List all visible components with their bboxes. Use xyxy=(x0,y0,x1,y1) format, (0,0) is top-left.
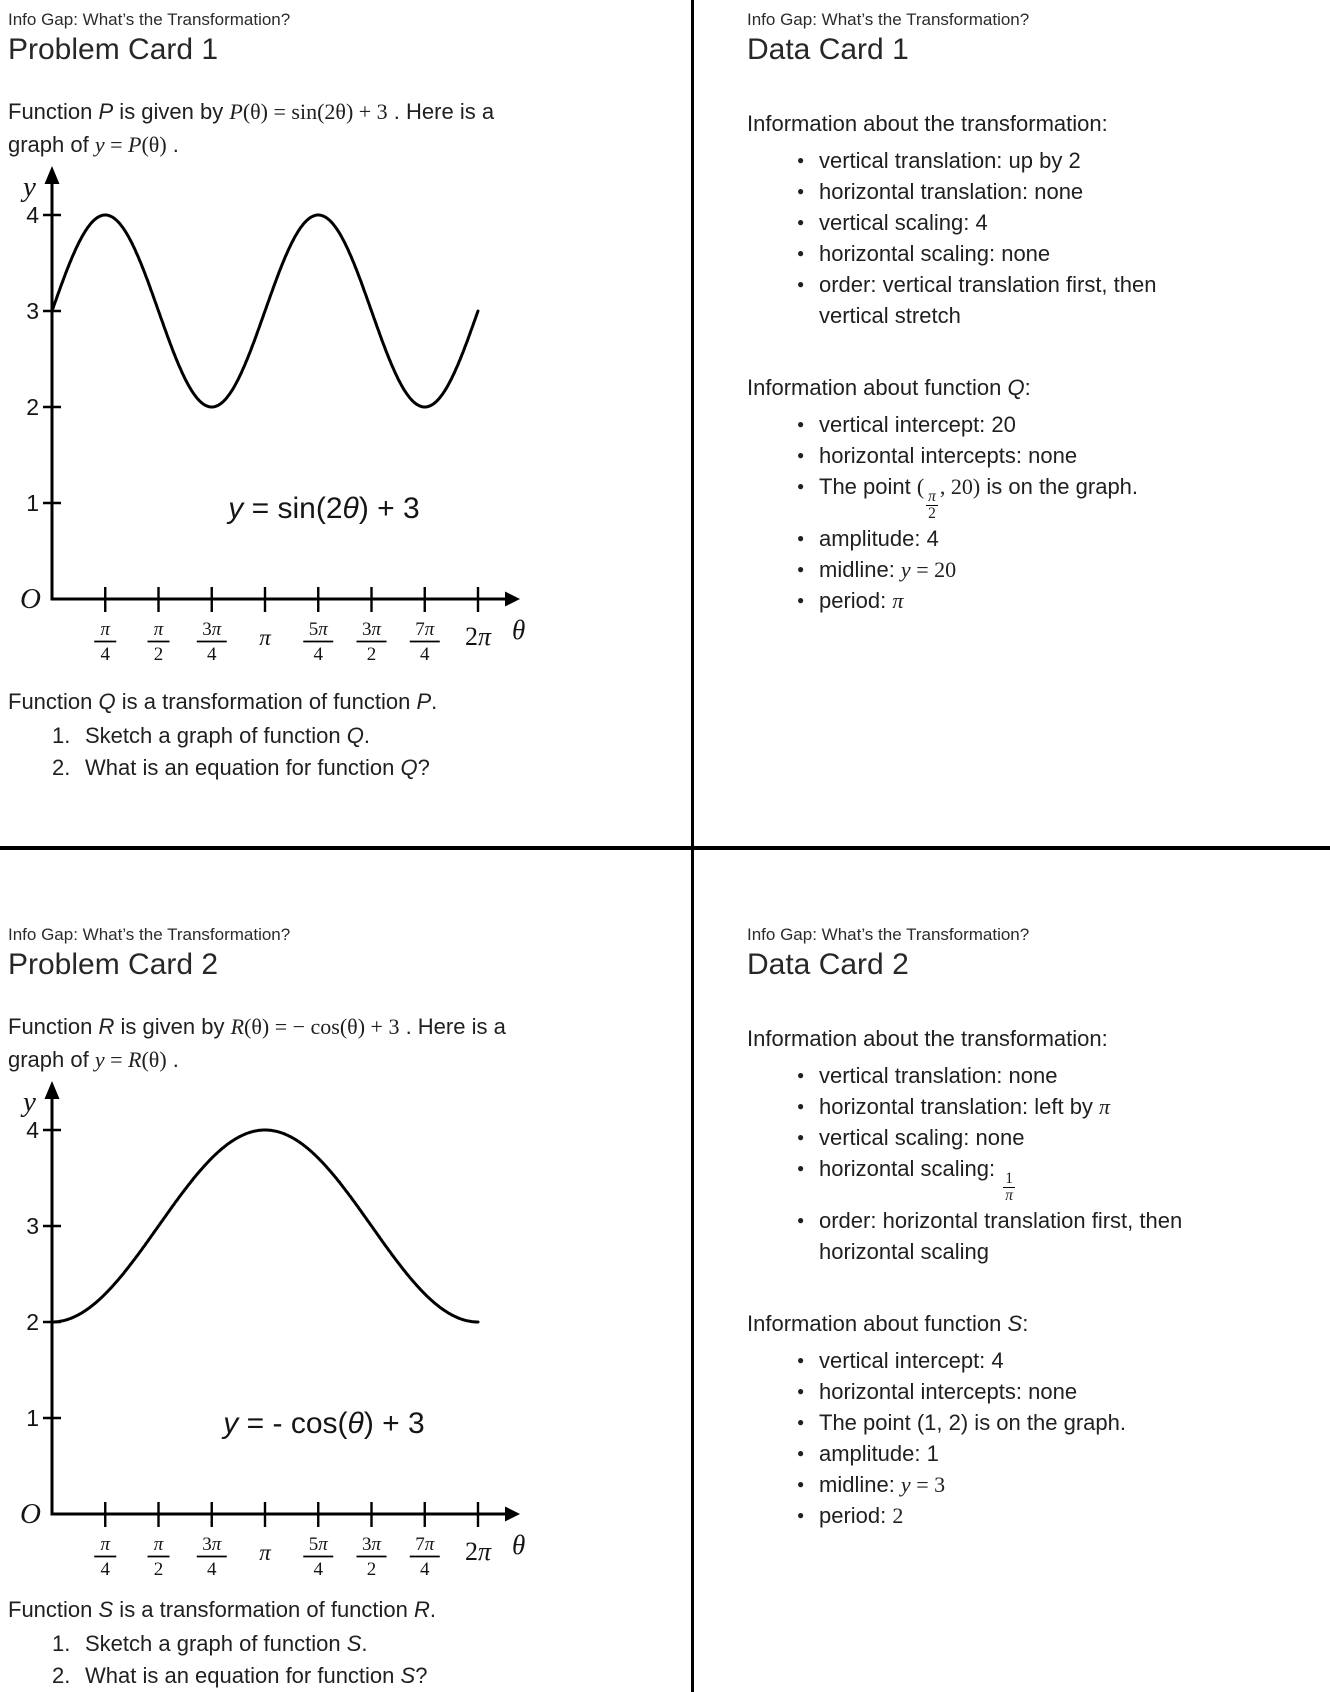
graph-sin-2theta-plus-3 xyxy=(8,158,608,673)
svg-text:π: π xyxy=(100,1534,111,1555)
svg-text:3: 3 xyxy=(26,1213,39,1239)
bullet-item: ● vertical translation: up by 2 xyxy=(747,145,1325,176)
bullet-item: ● horizontal translation: left by π xyxy=(747,1091,1325,1122)
bullet-marker: ● xyxy=(797,153,805,167)
section-heading: Information about function Q: xyxy=(747,375,1031,400)
bullet-item: ● period: 2 xyxy=(747,1500,1325,1531)
bullet-item: ● vertical intercept: 4 xyxy=(747,1345,1325,1376)
svg-text:θ: θ xyxy=(512,615,526,645)
bullet-marker: ● xyxy=(797,1507,805,1522)
bullet-item: ● period: π xyxy=(747,585,1325,616)
bullet-item: ● The point ( $\frac{\pi}{2}$ , 20) is on the graph. xyxy=(747,471,1325,523)
bullet-marker: ● xyxy=(797,1383,805,1398)
bullet-marker: ● xyxy=(797,479,805,493)
task-item: 1. Sketch a graph of function Q. xyxy=(8,720,668,752)
problem-statement: Function R is given by R(θ) = − cos(θ) + 3 . Here is a graph of y = R(θ) . xyxy=(8,1014,506,1072)
bullet-item: ● horizontal scaling: $\frac{1}{\pi}$ xyxy=(747,1153,1325,1205)
svg-text:2π: 2π xyxy=(464,1537,492,1566)
bullet-marker: ● xyxy=(797,215,805,229)
bullet-marker: ● xyxy=(797,1068,805,1082)
bullet-item: ● The point (1, 2) is on the graph. xyxy=(747,1407,1325,1438)
svg-text:1: 1 xyxy=(26,1405,39,1431)
svg-text:π: π xyxy=(100,619,111,640)
card-title: Data Card 1 xyxy=(747,33,909,66)
card-title: Problem Card 2 xyxy=(8,948,219,981)
bullet-item: ● vertical translation: none xyxy=(747,1060,1325,1091)
task-list xyxy=(8,720,668,784)
svg-text:4: 4 xyxy=(206,644,217,665)
kicker-text: Info Gap: What’s the Transformation? xyxy=(747,925,1030,944)
svg-text:2π: 2π xyxy=(464,622,492,651)
svg-text:2: 2 xyxy=(153,644,164,665)
svg-text:y = sin(2θ) + 3: y = sin(2θ) + 3 xyxy=(228,492,420,525)
svg-text:y: y xyxy=(23,171,36,203)
kicker-text: Info Gap: What’s the Transformation? xyxy=(8,10,291,29)
bullet-list xyxy=(747,1345,1325,1531)
bullet-marker: ● xyxy=(797,1161,805,1175)
svg-text:2: 2 xyxy=(26,394,39,420)
svg-text:4: 4 xyxy=(420,644,430,665)
function-s-info-section xyxy=(747,1311,1325,1531)
bullet-item: ● order: horizontal translation first, then horizontal scaling xyxy=(747,1205,1325,1267)
svg-text:5π: 5π xyxy=(308,1534,328,1555)
bullet-marker: ● xyxy=(797,246,805,260)
problem-2-questions xyxy=(8,1594,668,1692)
stacked-fraction: $\frac{\pi}{2}$ xyxy=(928,488,936,523)
bullet-marker: ● xyxy=(797,448,805,462)
svg-text:2: 2 xyxy=(153,1559,164,1580)
card-title: Problem Card 1 xyxy=(8,33,219,66)
followup-text: Function S is a transformation of function R. xyxy=(8,1597,437,1622)
problem-card-1 xyxy=(8,10,668,161)
bullet-item: ● vertical scaling: 4 xyxy=(747,207,1325,238)
svg-text:7π: 7π xyxy=(415,1534,435,1555)
bullet-marker: ● xyxy=(797,1352,805,1367)
data-card-2 xyxy=(747,925,1325,1531)
svg-text:1: 1 xyxy=(26,490,39,516)
svg-text:4: 4 xyxy=(420,1559,430,1580)
svg-text:2: 2 xyxy=(366,1559,377,1580)
bullet-marker: ● xyxy=(797,1099,805,1113)
stacked-fraction: $\frac{1}{\pi}$ xyxy=(1005,1170,1013,1205)
bullet-item: ● order: vertical translation first, then vertical stretch xyxy=(747,269,1325,331)
svg-text:4: 4 xyxy=(26,1117,39,1143)
svg-text:y = - cos(θ) + 3: y = - cos(θ) + 3 xyxy=(223,1407,425,1440)
svg-text:3π: 3π xyxy=(202,619,222,640)
task-number: 1. xyxy=(52,723,71,748)
svg-text:π: π xyxy=(259,1540,271,1565)
svg-text:4: 4 xyxy=(313,644,324,665)
svg-text:π: π xyxy=(259,625,271,650)
svg-text:O: O xyxy=(20,1498,41,1530)
transformation-info-section xyxy=(747,111,1325,331)
transformation-info-section xyxy=(747,1026,1325,1267)
followup-text: Function Q is a transformation of function P. xyxy=(8,689,438,714)
problem-card-2 xyxy=(8,925,668,1076)
bullet-marker: ● xyxy=(797,1212,805,1227)
bullet-item: ● midline: y = 20 xyxy=(747,554,1325,585)
bullet-list xyxy=(747,1060,1325,1267)
bullet-marker: ● xyxy=(797,530,805,545)
bullet-item: ● amplitude: 1 xyxy=(747,1438,1325,1469)
task-item: 2. What is an equation for function Q? xyxy=(8,752,668,784)
svg-text:O: O xyxy=(20,583,41,615)
task-item: 2. What is an equation for function S? xyxy=(8,1660,668,1692)
bullet-list xyxy=(747,409,1325,616)
svg-text:3π: 3π xyxy=(361,1534,382,1555)
function-q-info-section xyxy=(747,375,1325,616)
graph-negative-cos-theta-plus-3 xyxy=(8,1073,608,1588)
row-divider xyxy=(0,846,1330,850)
svg-text:7π: 7π xyxy=(415,619,435,640)
section-heading: Information about the transformation: xyxy=(747,111,1108,136)
bullet-marker: ● xyxy=(797,417,805,431)
svg-text:4: 4 xyxy=(100,644,111,665)
svg-text:2: 2 xyxy=(366,644,377,665)
bullet-item: ● vertical scaling: none xyxy=(747,1122,1325,1153)
card-title: Data Card 2 xyxy=(747,948,909,981)
bullet-marker: ● xyxy=(797,1445,805,1460)
bullet-item: ● horizontal translation: none xyxy=(747,176,1325,207)
bullet-item: ● vertical intercept: 20 xyxy=(747,409,1325,440)
bullet-item: ● horizontal scaling: none xyxy=(747,238,1325,269)
svg-text:π: π xyxy=(153,1534,164,1555)
bullet-marker: ● xyxy=(797,1414,805,1429)
bullet-list xyxy=(747,145,1325,331)
bullet-item: ● amplitude: 4 xyxy=(747,523,1325,554)
svg-text:4: 4 xyxy=(26,202,39,228)
svg-text:4: 4 xyxy=(100,1559,111,1580)
svg-text:π: π xyxy=(153,619,164,640)
section-heading: Information about the transformation: xyxy=(747,1026,1108,1051)
bullet-marker: ● xyxy=(797,1476,805,1491)
task-list xyxy=(8,1628,668,1692)
bullet-marker: ● xyxy=(797,184,805,198)
bullet-marker: ● xyxy=(797,277,805,291)
bullet-item: ● horizontal intercepts: none xyxy=(747,1376,1325,1407)
data-card-1 xyxy=(747,10,1325,616)
bullet-item: ● horizontal intercepts: none xyxy=(747,440,1325,471)
section-heading: Information about function S: xyxy=(747,1310,1029,1336)
svg-text:3π: 3π xyxy=(361,619,382,640)
kicker-text: Info Gap: What’s the Transformation? xyxy=(747,10,1030,29)
bullet-marker: ● xyxy=(797,592,805,607)
bullet-item: ● midline: y = 3 xyxy=(747,1469,1325,1500)
kicker-text: Info Gap: What’s the Transformation? xyxy=(8,925,291,944)
problem-1-questions xyxy=(8,686,668,784)
task-number: 2. xyxy=(52,1663,71,1688)
task-item: 1. Sketch a graph of function S. xyxy=(8,1628,668,1660)
svg-text:y: y xyxy=(23,1086,36,1118)
svg-text:2: 2 xyxy=(26,1309,39,1335)
bullet-marker: ● xyxy=(797,561,805,576)
task-number: 2. xyxy=(52,755,71,780)
svg-text:4: 4 xyxy=(313,1559,324,1580)
task-number: 1. xyxy=(52,1631,71,1656)
svg-text:3π: 3π xyxy=(202,1534,222,1555)
svg-text:5π: 5π xyxy=(308,619,328,640)
problem-statement: Function P is given by P(θ) = sin(2θ) + 3 . Here is a graph of y = P(θ) . xyxy=(8,99,495,157)
svg-text:θ: θ xyxy=(512,1530,526,1560)
svg-text:4: 4 xyxy=(206,1559,217,1580)
bullet-marker: ● xyxy=(797,1130,805,1144)
svg-text:3: 3 xyxy=(26,298,39,324)
